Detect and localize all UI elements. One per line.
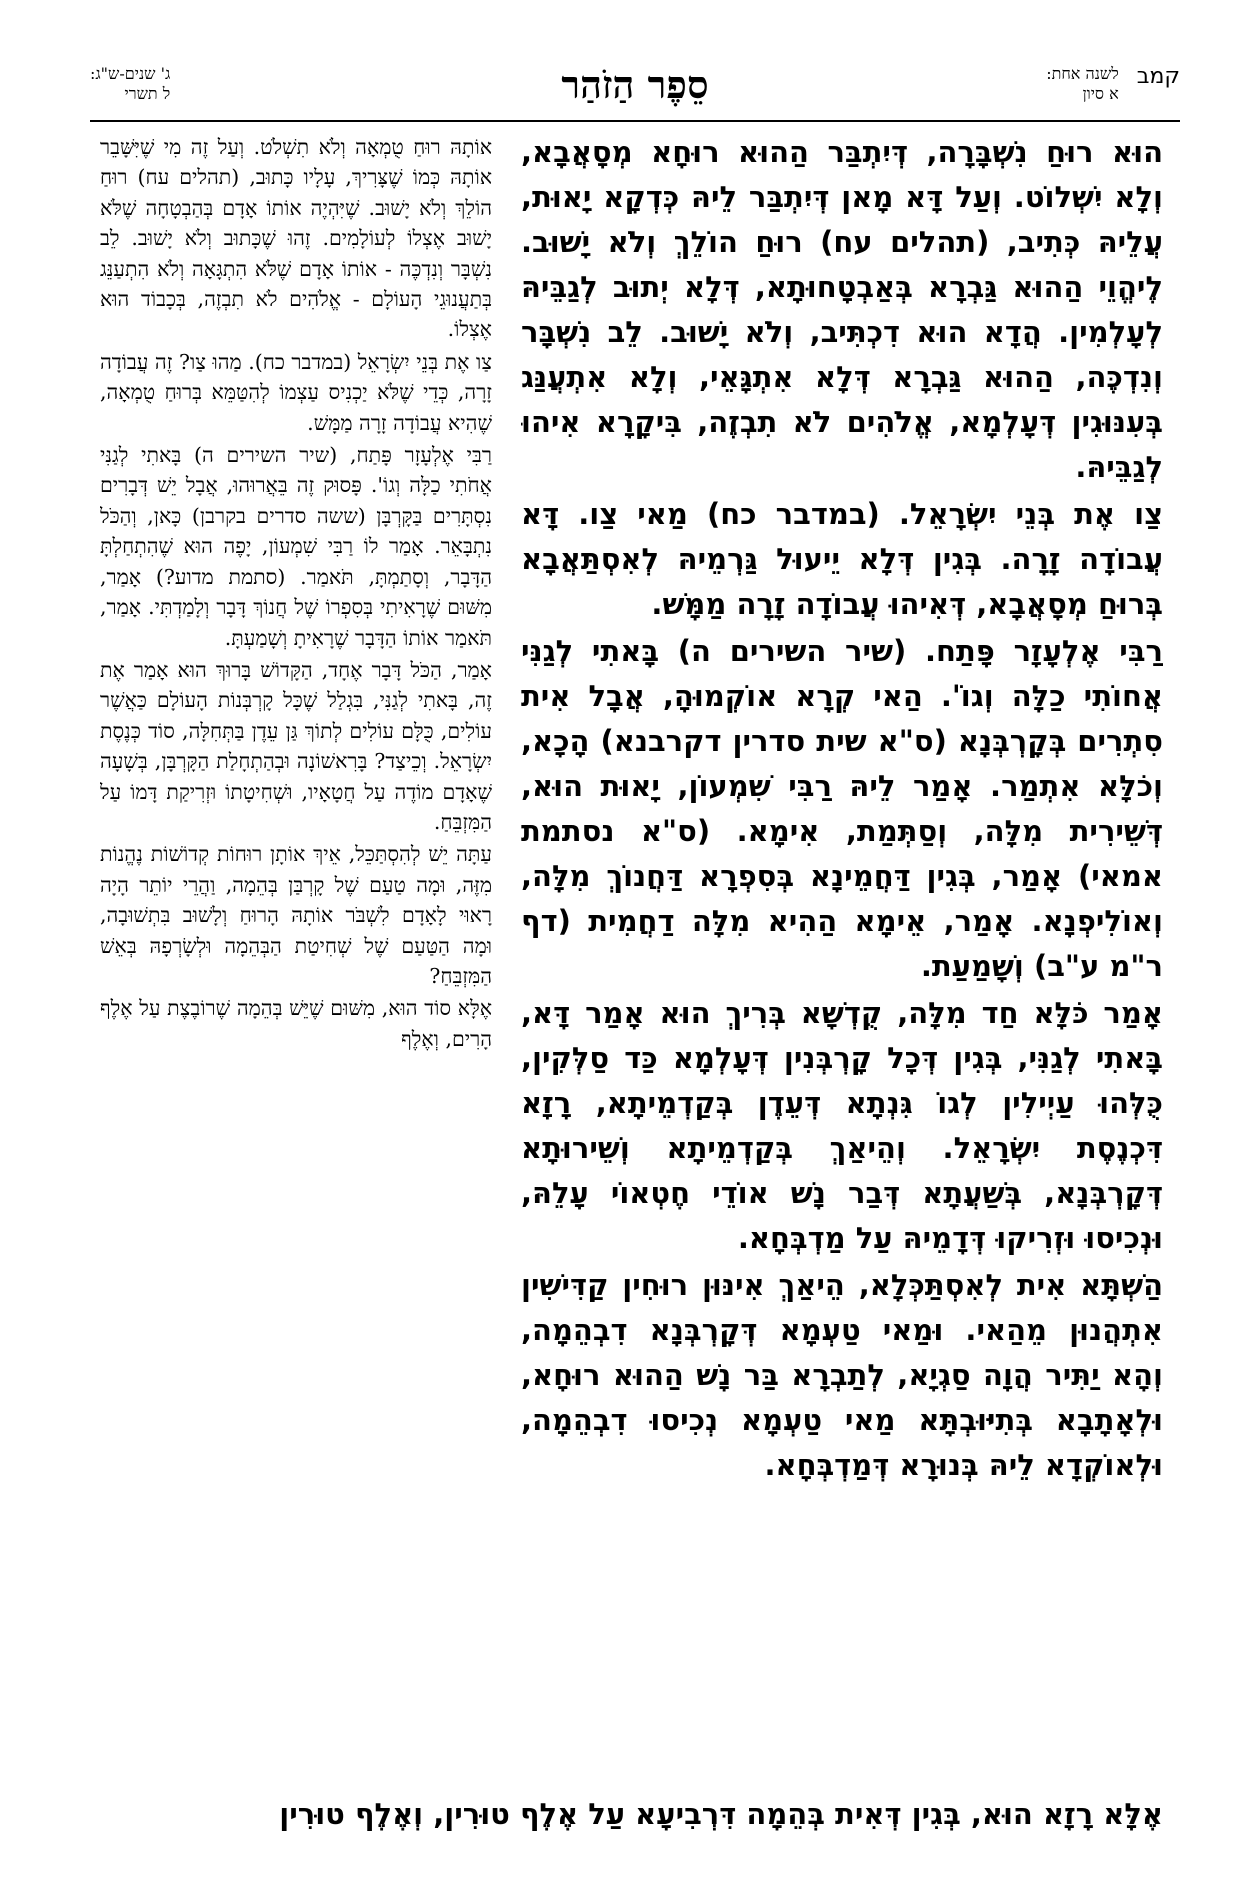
years-line-1: ג' שנים-ש"ג: (90, 64, 171, 83)
aramaic-paragraph: הוּא רוּחַ נִשְׁבָּרָה, דְּיִתְבַּר הַהוּא רוּחָא מְסָאֲבָא, וְלָא יִשְׁלוֹט. וְעַל דָּא מָאן דְּיִתְבַּר לֵיהּ כְּדְקָא יָאוּת, עֲלֵיהּ כְּתִיב, (תהלים עח) רוּחַ הוֹלֵךְ וְלֹא יָשׁוּב. לֶיהֱוֵי הַהוּא גַּבְרָא בְּאַבְטָחוּתָא, דְּלָא יְתוּב לְגַבֵּיהּ לְעָלְמִין. הֲדָא הוּא דִכְתִּיב, וְלֹא יָשׁוּב. לֵב נִשְׁבָּר וְנִדְכֶּה, הַהוּא גַּבְרָא דְּלָא אִתְגָּאֵי, וְלָא אִתְעֲנַּג בְּעִנּוּגִין דְּעָלְמָא, אֱלֹהִים לֹא תִבְזֶה, בִּיקָרָא אִיהוּ לְגַבֵּיהּ. (521, 135, 1163, 484)
book-title: סֵפֶר הַזֹהַר (561, 62, 709, 107)
page-header (90, 58, 1180, 118)
years-label (90, 64, 170, 104)
aramaic-paragraph: הַשְׁתָּא אִית לְאִסְתַּכְּלָא, הֵיאַךְ אִינּוּן רוּחִין קַדִּישִׁין אִתְהֲנוּן מֵהַאי. וּמַאי טַעְמָא דְּקָרְבְּנָא דִבְהֵמָה, וְהָא יַתִּיר הֲוָה סַגְיָא, לְתַבְרָא בַּר נָשׁ הַהוּא רוּחָא, וּלְאָתָבָא בְּתִיּוּבְתָּא מַאי טַעְמָא נְכִיסוּ דִבְהֵמָה, וּלְאוֹקְדָא לֵיהּ בְּנוּרָא דְּמַדְבְּחָא. (521, 1268, 1163, 1482)
translation-paragraph: אוֹתָהּ רוּחַ טֻמְאָה וְלֹא תִשְׁלֹט. וְעַל זֶה מִי שֶׁיִּשָּׁבֵר אוֹתָהּ כְּמוֹ שֶׁצָּרִיךְ, עָלָיו כָּתוּב, (תהלים עח) רוּחַ הוֹלֵךְ וְלֹא יָשׁוּב. שֶׁיִּהְיֶה אוֹתוֹ אָדָם בְּהַבְטָחָה שֶׁלֹּא יָשׁוּב אֶצְלוֹ לְעוֹלָמִים. זֶהוּ שֶׁכָּתוּב וְלֹא יָשׁוּב. לֵב נִשְׁבָּר וְנִדְכֶּה - אוֹתוֹ אָדָם שֶׁלֹּא הִתְגָּאָה וְלֹא הִתְעַנֵּג בְּתַעֲנוּגֵי הָעוֹלָם - אֱלֹהִים לֹא תִבְזֶה, בְּכָבוֹד הוּא אֶצְלוֹ. (100, 135, 492, 342)
aramaic-text-column (521, 130, 1163, 1790)
translation-paragraph: רַבִּי אֶלְעָזָר פָּתַח, (שיר השירים ה) בָּאתִי לְגַנִּי אֲחֹתִי כַלָּה וְגוֹ'. פָּסוּק זֶה בֵּאֲרוּהוּ, אֲבָל יֵשׁ דְּבָרִים נִסְתָּרִים בַּקָּרְבָּן (ששה סדרים בקרבן) כָּאן, וְהַכֹּל נִתְבָּאֵר. אָמַר לוֹ רַבִּי שִׁמְעוֹן, יָפֶה הוּא שֶׁהִתְחַלְתָּ הַדָּבָר, וְסָתַמְתָּ, תֹּאמַר. (סתמת מדוע?) אָמַר, מִשּׁוּם שֶׁרָאִיתִי בְּסִפְרוֹ שֶׁל חֲנוֹךְ דָּבָר וְלָמַדְתִּי. אָמַר, תֹּאמַר אוֹתוֹ הַדָּבָר שֶׁרָאִיתָ וְשָׁמַעְתָּ. (100, 443, 492, 650)
years-line-2: ל תשרי (124, 84, 171, 103)
date-line-2: א סיון (1082, 84, 1119, 103)
aramaic-paragraph: רַבִּי אֶלְעָזָר פָּתַח. (שיר השירים ה) בָּאתִי לְגַנִּי אֲחוֹתִי כַלָּה וְגוֹ'. הַאי קְרָא אוֹקְמוּהָ, אֲבָל אִית סִתְרִים בְּקָרְבְּנָא (ס"א שית סדרין דקרבנא) הָכָא, וְכֹלָּא אִתְמַר. אָמַר לֵיהּ רַבִּי שִׁמְעוֹן, יָאוּת הוּא, דְּשֵׁירִית מִלָּה, וְסַתְּמַת, אִימָא. (ס"א נסתמת אמאי) אָמַר, בְּגִין דַּחֲמֵינָא בְּסִפְרָא דַּחֲנוֹךְ מִלָּה, וְאוֹלִיפְנָא. אָמַר, אֵימָא הַהִיא מִלָּה דַחֲמִית (דף ר"מ ע"ב) וְשָׁמַעַת. (521, 634, 1163, 983)
header-divider (90, 120, 1180, 122)
aramaic-paragraph: צַו אֶת בְּנֵי יִשְׂרָאֵל. (במדבר כח) מַאי צַו. דָּא עֲבוֹדָה זָרָה. בְּגִין דְּלָא יֵיעוּל גַּרְמֵיהּ לְאִסְתַּאֲבָא בְּרוּחַ מְסָאֲבָא, דְּאִיהוּ עֲבוֹדָה זָרָה מַמָּשׁ. (521, 497, 1163, 621)
aramaic-paragraph: אָמַר כֹּלָּא חַד מִלָּה, קֻדְשָׁא בְּרִיךְ הוּא אָמַר דָּא, בָּאתִי לְגַנִּי, בְּגִין דְּכָל קָרְבְּנִין דְּעָלְמָא כַּד סַלְּקִין, כֻּלְּהוּ עַיְילִין לְגוֹ גִּנְתָא דְּעֵדֶן בְּקַדְמֵיתָא, רָזָא דִּכְנֶסֶת יִשְׂרָאֵל. וְהֵיאַךְ בְּקַדְמֵיתָא וְשֵׁירוּתָא דְּקָרְבְּנָא, בְּשַׁעֲתָא דְּבַר נָשׁ אוֹדֵי חֶטְאוֹי עָלֵהּ, וּנְכִיסוּ וּזְרִיקוּ דְּדָמֵיהּ עַל מַדְבְּחָא. (521, 996, 1163, 1255)
translation-paragraph: צַו אֶת בְּנֵי יִשְׂרָאֵל (במדבר כח). מַהוּ צַו? זֶה עֲבוֹדָה זָרָה, כְּדֵי שֶׁלֹּא יַכְנִיס עַצְמוֹ לְהִטַּמֵּא בְּרוּחַ טֻמְאָה, שֶׁהִיא עֲבוֹדָה זָרָה מַמָּשׁ. (100, 349, 492, 435)
bottom-text-line: אֶלָּא רָזָא הוּא, בְּגִין דְּאִית בְּהֵמָה דִּרְבִיעָא עַל אֶלֶף טוּרִין, וְאֶלֶף טוּרִין (279, 1797, 1163, 1831)
page-number: קמב (1136, 64, 1180, 89)
date-line-1: לשנה אחת: (1046, 64, 1119, 83)
translation-paragraph: אֶלָּא סוֹד הוּא, מִשּׁוּם שֶׁיֵּשׁ בְּהֵמָה שֶׁרוֹבֶצֶת עַל אֶלֶף הָרִים, וְאֶלֶף (100, 996, 492, 1051)
translation-paragraph: עַתָּה יֵשׁ לְהִסְתַּכֵּל, אֵיךְ אוֹתָן רוּחוֹת קְדוֹשׁוֹת נֶהֱנוֹת מִזֶּה, וּמָה טַעַם שֶׁל קָרְבַּן בְּהֵמָה, וַהֲרֵי יוֹתֵר הָיָה רָאוּי לָאָדָם לִשְׁבֹּר אוֹתָהּ הָרוּחַ וְלָשׁוּב בִּתְשׁוּבָה, וּמָה הַטַּעַם שֶׁל שְׁחִיטַת הַבְּהֵמָה וּלְשָׂרְפָהּ בְּאֵשׁ הַמִּזְבֵּחַ? (100, 842, 492, 988)
translation-paragraph: אָמַר, הַכֹּל דָּבָר אֶחָד, הַקָּדוֹשׁ בָּרוּךְ הוּא אָמַר אֶת זֶה, בָּאתִי לְגַנִּי, בִּגְלַל שֶׁכָּל קָרְבְּנוֹת הָעוֹלָם כַּאֲשֶׁר עוֹלִים, כֻּלָּם עוֹלִים לְתוֹךְ גַּן עֵדֶן בַּתְּחִלָּה, סוֹד כְּנֶסֶת יִשְׂרָאֵל. וְכֵיצַד? בָּרִאשׁוֹנָה וּבְהַתְחָלַת הַקָּרְבָּן, בְּשָׁעָה שֶׁאָדָם מוֹדֶה עַל חֲטָאָיו, וּשְׁחִיטָתוֹ וּזְרִיקַת דָּמוֹ עַל הַמִּזְבֵּחַ. (100, 657, 492, 834)
hebrew-translation-column (100, 132, 492, 1792)
